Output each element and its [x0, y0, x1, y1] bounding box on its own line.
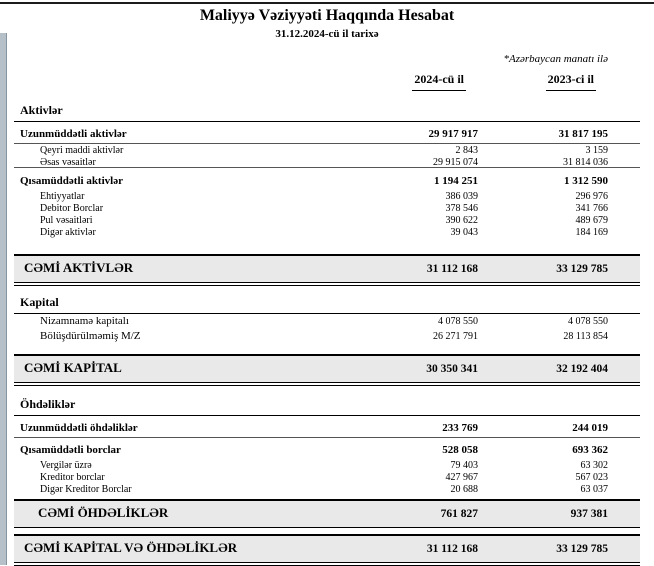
row-value-2023: 63 037: [580, 484, 608, 495]
row-value-2023: 33 129 785: [556, 263, 608, 275]
row-current-liabilities: [14, 441, 640, 459]
column-header-2023: 2023-ci il: [546, 72, 596, 91]
row-noncurrent-assets: [14, 125, 640, 144]
top-border-line: [0, 2, 654, 4]
row-value-2023: 489 679: [575, 215, 608, 226]
row-value-2024: 29 915 074: [433, 157, 478, 168]
row-value-2024: 79 403: [450, 460, 478, 471]
row-value-2024: 26 271 791: [433, 331, 478, 342]
row-value-2023: 63 302: [580, 460, 608, 471]
row-label: Vergilər üzrə: [40, 460, 92, 471]
row-label: Kapital: [20, 295, 59, 309]
row-noncurrent-liabilities: [14, 419, 640, 438]
row-label: Aktivlər: [20, 103, 63, 117]
row-label: Qeyri maddi aktivlər: [40, 145, 124, 156]
row-value-2023: 244 019: [572, 422, 608, 434]
row-payables: [14, 471, 640, 483]
row-fixed-assets: [14, 156, 640, 168]
row-value-2024: 31 112 168: [426, 263, 478, 275]
row-value-2024: 4 078 550: [438, 316, 478, 327]
row-label: Uzunmüddətli aktivlər: [20, 128, 127, 140]
row-label: Nizamnamə kapitalı: [40, 315, 129, 327]
statement-rows: [14, 101, 640, 563]
row-label: CƏMİ ÖHDƏLİKLƏR: [38, 505, 169, 520]
row-value-2024: 31 112 168: [426, 543, 478, 555]
row-inventories: [14, 190, 640, 202]
row-value-2024: 20 688: [450, 484, 478, 495]
row-label: Digər Kreditor Borclar: [40, 484, 132, 495]
section-liabilities: [14, 395, 640, 416]
row-value-2023: 184 169: [575, 227, 608, 238]
row-value-2024: 233 769: [442, 422, 478, 434]
row-label: Bölüşdürülməmiş M/Z: [40, 330, 141, 342]
row-value-2024: 30 350 341: [426, 363, 478, 375]
row-value-2023: 33 129 785: [556, 543, 608, 555]
row-value-2023: 341 766: [575, 203, 608, 214]
row-value-2023: 567 023: [575, 472, 608, 483]
row-label: Kreditor borclar: [40, 472, 105, 483]
row-label: Debitor Borclar: [40, 203, 104, 214]
row-charter-capital: [14, 314, 640, 329]
row-value-2024: 1 194 251: [434, 175, 478, 187]
row-value-2024: 528 058: [442, 444, 478, 456]
row-label: Əsas vəsaitlər: [40, 157, 96, 168]
row-label: CƏMİ AKTİVLƏR: [24, 260, 134, 275]
row-value-2023: 4 078 550: [568, 316, 608, 327]
statement-content: [14, 6, 640, 563]
row-value-2023: 3 159: [585, 145, 608, 156]
row-label: CƏMİ KAPİTAL: [24, 360, 122, 375]
row-taxes: [14, 459, 640, 471]
row-value-2023: 31 814 036: [563, 157, 608, 168]
row-label: Pul vəsaitləri: [40, 215, 93, 226]
row-label: Ehtiyyatlar: [40, 191, 85, 202]
row-other-assets: [14, 226, 640, 238]
section-equity: [14, 293, 640, 314]
row-value-2024: 2 843: [455, 145, 478, 156]
row-value-2023: 28 113 854: [563, 331, 608, 342]
row-total-equity: [14, 354, 640, 383]
row-label: Qısamüddətli borclar: [20, 444, 121, 456]
row-label: Uzunmüddətli öhdəliklər: [20, 422, 138, 434]
row-value-2024: 390 622: [445, 215, 478, 226]
column-header-2024: 2024-cü il: [412, 72, 466, 91]
row-value-2023: 937 381: [570, 508, 608, 520]
row-value-2023: 32 192 404: [556, 363, 608, 375]
window-left-edge: [0, 33, 7, 565]
row-value-2024: 386 039: [445, 191, 478, 202]
row-total-equity-liabilities: [14, 534, 640, 563]
row-total-liabilities: [14, 499, 640, 528]
row-value-2023: 296 976: [575, 191, 608, 202]
page-title: Maliyyə Vəziyyəti Haqqında Hesabat: [199, 7, 455, 24]
row-current-assets: [14, 172, 640, 190]
row-cash: [14, 214, 640, 226]
row-other-payables: [14, 483, 640, 495]
row-label: Öhdəliklər: [20, 397, 76, 411]
row-label: Digər aktivlər: [40, 227, 96, 238]
row-value-2024: 427 967: [445, 472, 478, 483]
row-label: Qısamüddətli aktivlər: [20, 175, 123, 187]
row-receivables: [14, 202, 640, 214]
row-intangible-assets: [14, 144, 640, 156]
row-label: CƏMİ KAPİTAL VƏ ÖHDƏLİKLƏR: [24, 540, 238, 555]
page-subtitle: 31.12.2024-cü il tarixə: [275, 28, 379, 40]
section-assets: [14, 101, 640, 122]
row-total-assets: [14, 254, 640, 283]
row-value-2024: 39 043: [450, 227, 478, 238]
row-value-2023: 1 312 590: [564, 175, 608, 187]
row-value-2024: 761 827: [440, 508, 478, 520]
row-value-2024: 29 917 917: [428, 128, 478, 140]
currency-note: *Azərbaycan manatı ilə: [503, 53, 608, 65]
row-value-2023: 31 817 195: [558, 128, 608, 140]
row-retained-earnings: [14, 329, 640, 344]
row-value-2024: 378 546: [445, 203, 478, 214]
column-header-row: [14, 72, 640, 91]
row-value-2023: 693 362: [572, 444, 608, 456]
